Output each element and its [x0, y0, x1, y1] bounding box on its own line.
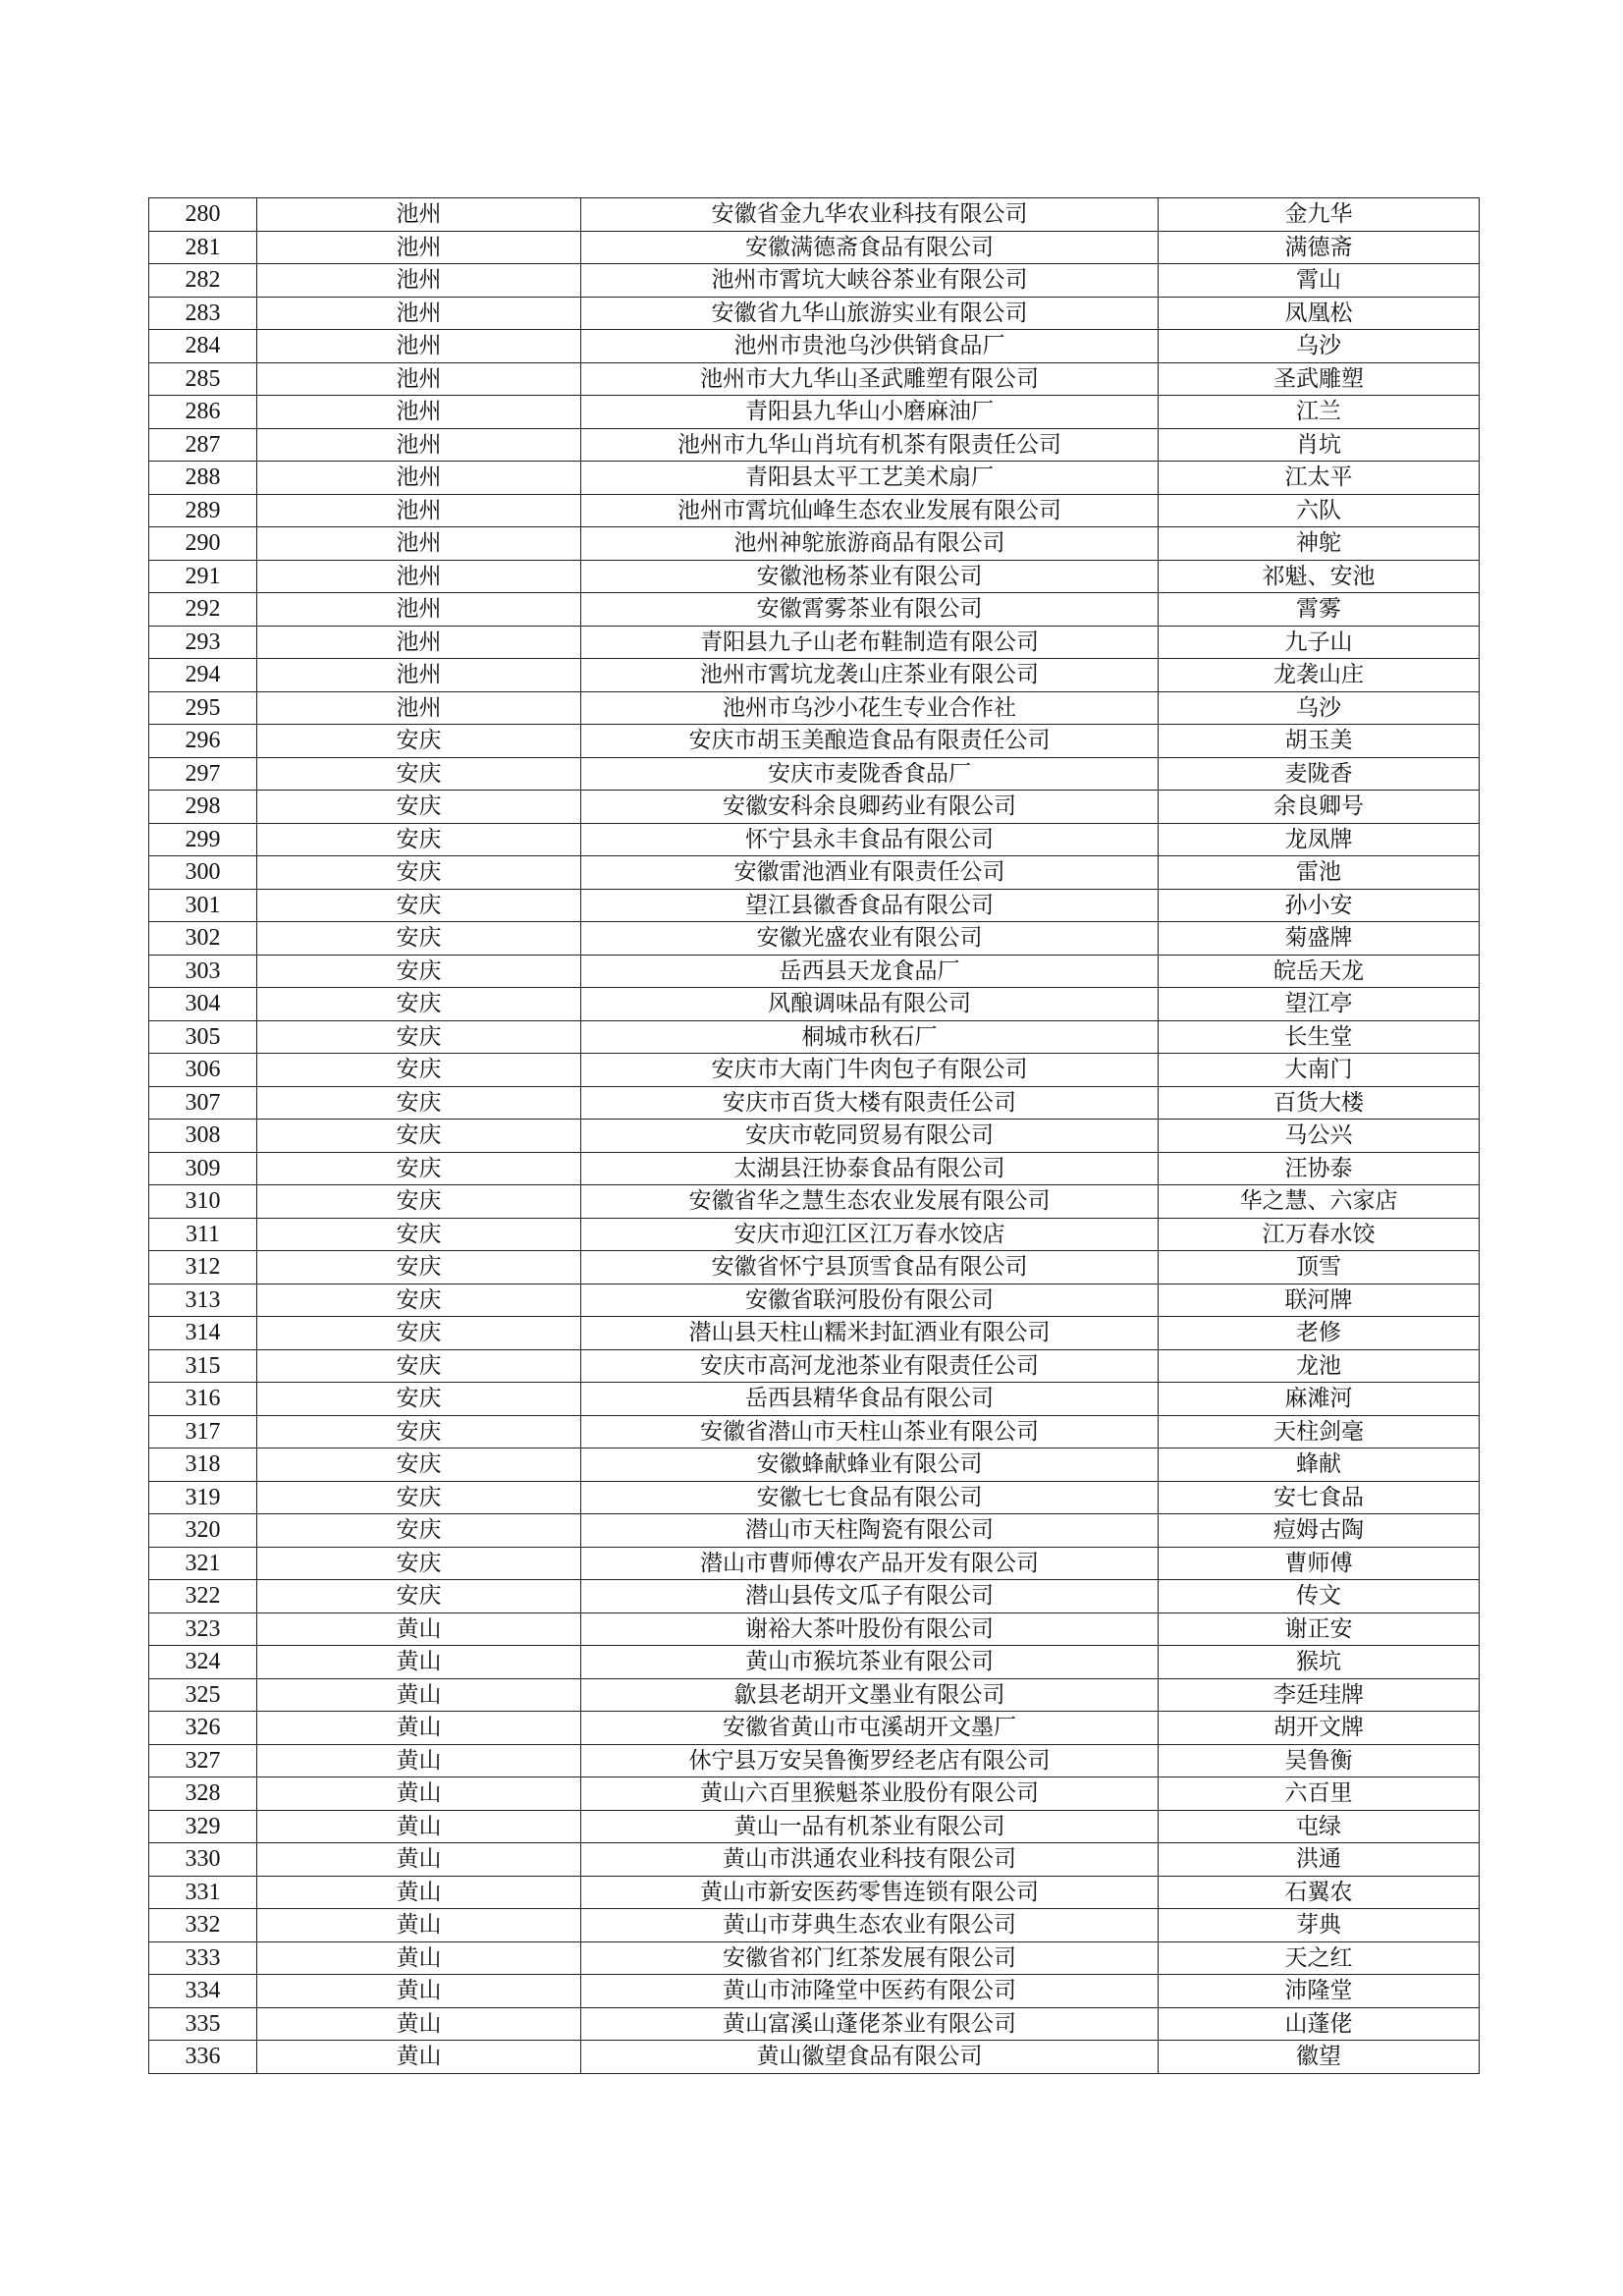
city-cell: 安庆	[257, 988, 581, 1021]
city-cell: 池州	[257, 396, 581, 429]
row-number-cell: 300	[149, 856, 257, 890]
company-name-cell: 青阳县九华山小磨麻油厂	[581, 396, 1159, 429]
company-name-cell: 黄山市洪通农业科技有限公司	[581, 1843, 1159, 1877]
brand-name-cell: 老修	[1159, 1317, 1480, 1350]
city-cell: 安庆	[257, 1218, 581, 1251]
company-name-cell: 安徽光盛农业有限公司	[581, 922, 1159, 956]
brand-name-cell: 圣武雕塑	[1159, 362, 1480, 396]
city-cell: 黄山	[257, 1876, 581, 1909]
company-name-cell: 安庆市麦陇香食品厂	[581, 757, 1159, 791]
city-cell: 安庆	[257, 1383, 581, 1416]
company-name-cell: 安庆市百货大楼有限责任公司	[581, 1086, 1159, 1120]
row-number-cell: 330	[149, 1843, 257, 1877]
row-number-cell: 331	[149, 1876, 257, 1909]
brand-name-cell: 百货大楼	[1159, 1086, 1480, 1120]
table-row	[149, 1120, 1480, 1153]
city-cell: 池州	[257, 593, 581, 627]
city-cell: 池州	[257, 330, 581, 363]
company-name-cell: 安徽蜂献蜂业有限公司	[581, 1449, 1159, 1482]
city-cell: 安庆	[257, 1185, 581, 1219]
table-row	[149, 1415, 1480, 1449]
company-name-cell: 安庆市大南门牛肉包子有限公司	[581, 1054, 1159, 1087]
table-row	[149, 1712, 1480, 1745]
table-row	[149, 856, 1480, 890]
brand-name-cell: 江兰	[1159, 396, 1480, 429]
row-number-cell: 319	[149, 1481, 257, 1514]
brand-name-cell: 安七食品	[1159, 1481, 1480, 1514]
table-row	[149, 1152, 1480, 1185]
brand-name-cell: 江太平	[1159, 462, 1480, 495]
row-number-cell: 293	[149, 626, 257, 659]
city-cell: 池州	[257, 231, 581, 264]
city-cell: 黄山	[257, 1975, 581, 2008]
brand-name-cell: 龙袭山庄	[1159, 659, 1480, 692]
city-cell: 安庆	[257, 725, 581, 758]
row-number-cell: 315	[149, 1349, 257, 1383]
brand-name-cell: 凤凰松	[1159, 297, 1480, 330]
row-number-cell: 283	[149, 297, 257, 330]
row-number-cell: 308	[149, 1120, 257, 1153]
brand-name-cell: 麻滩河	[1159, 1383, 1480, 1416]
table-row	[149, 362, 1480, 396]
row-number-cell: 298	[149, 791, 257, 824]
company-name-cell: 安徽省祁门红茶发展有限公司	[581, 1941, 1159, 1975]
brand-name-cell: 雷池	[1159, 856, 1480, 890]
table-row	[149, 593, 1480, 627]
company-name-cell: 黄山一品有机茶业有限公司	[581, 1810, 1159, 1843]
city-cell: 安庆	[257, 1449, 581, 1482]
city-cell: 黄山	[257, 1613, 581, 1646]
table-row	[149, 1941, 1480, 1975]
company-name-cell: 潜山市曹师傅农产品开发有限公司	[581, 1547, 1159, 1580]
city-cell: 池州	[257, 659, 581, 692]
row-number-cell: 299	[149, 823, 257, 856]
brand-name-cell: 菊盛牌	[1159, 922, 1480, 956]
brand-name-cell: 江万春水饺	[1159, 1218, 1480, 1251]
brand-registry-table	[148, 197, 1480, 2074]
city-cell: 安庆	[257, 1514, 581, 1548]
table-row	[149, 396, 1480, 429]
row-number-cell: 327	[149, 1744, 257, 1777]
city-cell: 池州	[257, 264, 581, 298]
table-row	[149, 1843, 1480, 1877]
company-name-cell: 黄山市猴坑茶业有限公司	[581, 1646, 1159, 1679]
brand-name-cell: 曹师傅	[1159, 1547, 1480, 1580]
city-cell: 黄山	[257, 1810, 581, 1843]
city-cell: 安庆	[257, 1481, 581, 1514]
table-row	[149, 198, 1480, 232]
row-number-cell: 317	[149, 1415, 257, 1449]
company-name-cell: 安徽省潜山市天柱山茶业有限公司	[581, 1415, 1159, 1449]
table-row	[149, 626, 1480, 659]
table-row	[149, 988, 1480, 1021]
city-cell: 黄山	[257, 1678, 581, 1712]
brand-name-cell: 吴鲁衡	[1159, 1744, 1480, 1777]
row-number-cell: 318	[149, 1449, 257, 1482]
row-number-cell: 290	[149, 527, 257, 561]
table-row	[149, 231, 1480, 264]
company-name-cell: 岳西县精华食品有限公司	[581, 1383, 1159, 1416]
table-row	[149, 2007, 1480, 2041]
city-cell: 黄山	[257, 1646, 581, 1679]
city-cell: 池州	[257, 626, 581, 659]
company-name-cell: 黄山富溪山蓬佬茶业有限公司	[581, 2007, 1159, 2041]
row-number-cell: 314	[149, 1317, 257, 1350]
city-cell: 安庆	[257, 1251, 581, 1285]
company-name-cell: 谢裕大茶叶股份有限公司	[581, 1613, 1159, 1646]
table-row	[149, 823, 1480, 856]
city-cell: 安庆	[257, 889, 581, 922]
table-body	[149, 198, 1480, 2074]
brand-name-cell: 李廷珪牌	[1159, 1678, 1480, 1712]
brand-name-cell: 祁魁、安池	[1159, 560, 1480, 593]
company-name-cell: 安徽池杨茶业有限公司	[581, 560, 1159, 593]
table-row	[149, 1218, 1480, 1251]
table-row	[149, 1580, 1480, 1613]
table-row	[149, 297, 1480, 330]
city-cell: 安庆	[257, 955, 581, 988]
row-number-cell: 289	[149, 494, 257, 527]
row-number-cell: 307	[149, 1086, 257, 1120]
city-cell: 池州	[257, 362, 581, 396]
city-cell: 池州	[257, 527, 581, 561]
brand-name-cell: 山蓬佬	[1159, 2007, 1480, 2041]
company-name-cell: 安徽七七食品有限公司	[581, 1481, 1159, 1514]
company-name-cell: 安徽省华之慧生态农业发展有限公司	[581, 1185, 1159, 1219]
table-row	[149, 1251, 1480, 1285]
company-name-cell: 池州市霄坑龙袭山庄茶业有限公司	[581, 659, 1159, 692]
table-row	[149, 1020, 1480, 1054]
row-number-cell: 309	[149, 1152, 257, 1185]
city-cell: 安庆	[257, 1284, 581, 1317]
city-cell: 黄山	[257, 2007, 581, 2041]
city-cell: 池州	[257, 560, 581, 593]
city-cell: 安庆	[257, 1580, 581, 1613]
table-row	[149, 1909, 1480, 1942]
table-row	[149, 1317, 1480, 1350]
row-number-cell: 284	[149, 330, 257, 363]
brand-name-cell: 顶雪	[1159, 1251, 1480, 1285]
table-row	[149, 1054, 1480, 1087]
city-cell: 黄山	[257, 1843, 581, 1877]
brand-name-cell: 金九华	[1159, 198, 1480, 232]
company-name-cell: 太湖县汪协泰食品有限公司	[581, 1152, 1159, 1185]
row-number-cell: 336	[149, 2041, 257, 2074]
brand-name-cell: 汪协泰	[1159, 1152, 1480, 1185]
city-cell: 安庆	[257, 1415, 581, 1449]
city-cell: 池州	[257, 462, 581, 495]
table-row	[149, 1613, 1480, 1646]
row-number-cell: 306	[149, 1054, 257, 1087]
brand-name-cell: 霄山	[1159, 264, 1480, 298]
brand-name-cell: 龙池	[1159, 1349, 1480, 1383]
city-cell: 安庆	[257, 1152, 581, 1185]
company-name-cell: 池州市九华山肖坑有机茶有限责任公司	[581, 428, 1159, 462]
brand-name-cell: 谢正安	[1159, 1613, 1480, 1646]
brand-name-cell: 胡开文牌	[1159, 1712, 1480, 1745]
row-number-cell: 312	[149, 1251, 257, 1285]
table-row	[149, 1876, 1480, 1909]
row-number-cell: 294	[149, 659, 257, 692]
brand-name-cell: 胡玉美	[1159, 725, 1480, 758]
row-number-cell: 303	[149, 955, 257, 988]
city-cell: 安庆	[257, 1317, 581, 1350]
brand-name-cell: 天之红	[1159, 1941, 1480, 1975]
city-cell: 安庆	[257, 757, 581, 791]
table-row	[149, 889, 1480, 922]
row-number-cell: 310	[149, 1185, 257, 1219]
company-name-cell: 青阳县太平工艺美术扇厂	[581, 462, 1159, 495]
row-number-cell: 296	[149, 725, 257, 758]
city-cell: 黄山	[257, 1909, 581, 1942]
table-row	[149, 264, 1480, 298]
brand-name-cell: 肖坑	[1159, 428, 1480, 462]
brand-name-cell: 神鸵	[1159, 527, 1480, 561]
company-name-cell: 安徽省联河股份有限公司	[581, 1284, 1159, 1317]
row-number-cell: 333	[149, 1941, 257, 1975]
company-name-cell: 岳西县天龙食品厂	[581, 955, 1159, 988]
brand-name-cell: 痘姆古陶	[1159, 1514, 1480, 1548]
row-number-cell: 292	[149, 593, 257, 627]
company-name-cell: 安庆市胡玉美酿造食品有限责任公司	[581, 725, 1159, 758]
city-cell: 安庆	[257, 922, 581, 956]
table-row	[149, 330, 1480, 363]
row-number-cell: 316	[149, 1383, 257, 1416]
table-row	[149, 659, 1480, 692]
company-name-cell: 池州市乌沙小花生专业合作社	[581, 691, 1159, 725]
company-name-cell: 风酿调味品有限公司	[581, 988, 1159, 1021]
company-name-cell: 怀宁县永丰食品有限公司	[581, 823, 1159, 856]
row-number-cell: 282	[149, 264, 257, 298]
brand-name-cell: 麦陇香	[1159, 757, 1480, 791]
table-row	[149, 1777, 1480, 1811]
company-name-cell: 池州市霄坑仙峰生态农业发展有限公司	[581, 494, 1159, 527]
company-name-cell: 黄山徽望食品有限公司	[581, 2041, 1159, 2074]
city-cell: 池州	[257, 297, 581, 330]
table-row	[149, 1284, 1480, 1317]
table-row	[149, 428, 1480, 462]
city-cell: 安庆	[257, 856, 581, 890]
row-number-cell: 311	[149, 1218, 257, 1251]
table-row	[149, 1349, 1480, 1383]
table-row	[149, 1547, 1480, 1580]
brand-name-cell: 洪通	[1159, 1843, 1480, 1877]
city-cell: 黄山	[257, 1941, 581, 1975]
row-number-cell: 334	[149, 1975, 257, 2008]
table-row	[149, 527, 1480, 561]
company-name-cell: 望江县徽香食品有限公司	[581, 889, 1159, 922]
table-row	[149, 1514, 1480, 1548]
city-cell: 安庆	[257, 1349, 581, 1383]
table-row	[149, 955, 1480, 988]
city-cell: 安庆	[257, 1120, 581, 1153]
company-name-cell: 安庆市高河龙池茶业有限责任公司	[581, 1349, 1159, 1383]
brand-name-cell: 九子山	[1159, 626, 1480, 659]
table-row	[149, 1975, 1480, 2008]
company-name-cell: 黄山市芽典生态农业有限公司	[581, 1909, 1159, 1942]
row-number-cell: 329	[149, 1810, 257, 1843]
row-number-cell: 325	[149, 1678, 257, 1712]
city-cell: 安庆	[257, 1086, 581, 1120]
brand-name-cell: 芽典	[1159, 1909, 1480, 1942]
company-name-cell: 黄山市新安医药零售连锁有限公司	[581, 1876, 1159, 1909]
city-cell: 黄山	[257, 2041, 581, 2074]
row-number-cell: 328	[149, 1777, 257, 1811]
row-number-cell: 302	[149, 922, 257, 956]
company-name-cell: 潜山市天柱陶瓷有限公司	[581, 1514, 1159, 1548]
row-number-cell: 321	[149, 1547, 257, 1580]
row-number-cell: 287	[149, 428, 257, 462]
brand-name-cell: 华之慧、六家店	[1159, 1185, 1480, 1219]
row-number-cell: 280	[149, 198, 257, 232]
table-row	[149, 1810, 1480, 1843]
brand-name-cell: 望江亭	[1159, 988, 1480, 1021]
company-name-cell: 池州市大九华山圣武雕塑有限公司	[581, 362, 1159, 396]
row-number-cell: 335	[149, 2007, 257, 2041]
table-row	[149, 725, 1480, 758]
city-cell: 安庆	[257, 823, 581, 856]
company-name-cell: 安徽省黄山市屯溪胡开文墨厂	[581, 1712, 1159, 1745]
brand-name-cell: 徽望	[1159, 2041, 1480, 2074]
city-cell: 池州	[257, 691, 581, 725]
company-name-cell: 歙县老胡开文墨业有限公司	[581, 1678, 1159, 1712]
city-cell: 池州	[257, 428, 581, 462]
table-row	[149, 1678, 1480, 1712]
brand-name-cell: 石翼农	[1159, 1876, 1480, 1909]
row-number-cell: 285	[149, 362, 257, 396]
company-name-cell: 桐城市秋石厂	[581, 1020, 1159, 1054]
city-cell: 黄山	[257, 1712, 581, 1745]
company-name-cell: 安徽省金九华农业科技有限公司	[581, 198, 1159, 232]
table-row	[149, 1744, 1480, 1777]
row-number-cell: 295	[149, 691, 257, 725]
table-row	[149, 494, 1480, 527]
table-row	[149, 560, 1480, 593]
table-row	[149, 1646, 1480, 1679]
company-name-cell: 安徽霄雾茶业有限公司	[581, 593, 1159, 627]
company-name-cell: 池州市贵池乌沙供销食品厂	[581, 330, 1159, 363]
brand-name-cell: 长生堂	[1159, 1020, 1480, 1054]
table-row	[149, 2041, 1480, 2074]
table-row	[149, 1449, 1480, 1482]
brand-name-cell: 皖岳天龙	[1159, 955, 1480, 988]
table-row	[149, 1185, 1480, 1219]
company-name-cell: 安庆市迎江区江万春水饺店	[581, 1218, 1159, 1251]
row-number-cell: 326	[149, 1712, 257, 1745]
company-name-cell: 青阳县九子山老布鞋制造有限公司	[581, 626, 1159, 659]
company-name-cell: 池州市霄坑大峡谷茶业有限公司	[581, 264, 1159, 298]
company-name-cell: 安徽安科余良卿药业有限公司	[581, 791, 1159, 824]
brand-name-cell: 乌沙	[1159, 691, 1480, 725]
brand-name-cell: 天柱剑毫	[1159, 1415, 1480, 1449]
company-name-cell: 休宁县万安吴鲁衡罗经老店有限公司	[581, 1744, 1159, 1777]
table-row	[149, 922, 1480, 956]
brand-name-cell: 联河牌	[1159, 1284, 1480, 1317]
row-number-cell: 304	[149, 988, 257, 1021]
company-name-cell: 安徽省九华山旅游实业有限公司	[581, 297, 1159, 330]
row-number-cell: 291	[149, 560, 257, 593]
city-cell: 黄山	[257, 1744, 581, 1777]
row-number-cell: 313	[149, 1284, 257, 1317]
brand-name-cell: 孙小安	[1159, 889, 1480, 922]
company-name-cell: 安徽省怀宁县顶雪食品有限公司	[581, 1251, 1159, 1285]
company-name-cell: 潜山县天柱山糯米封缸酒业有限公司	[581, 1317, 1159, 1350]
table-row	[149, 462, 1480, 495]
brand-name-cell: 霄雾	[1159, 593, 1480, 627]
brand-name-cell: 六队	[1159, 494, 1480, 527]
brand-name-cell: 六百里	[1159, 1777, 1480, 1811]
row-number-cell: 322	[149, 1580, 257, 1613]
row-number-cell: 297	[149, 757, 257, 791]
table-row	[149, 691, 1480, 725]
brand-name-cell: 屯绿	[1159, 1810, 1480, 1843]
city-cell: 安庆	[257, 1020, 581, 1054]
company-name-cell: 潜山县传文瓜子有限公司	[581, 1580, 1159, 1613]
brand-name-cell: 传文	[1159, 1580, 1480, 1613]
brand-name-cell: 满德斋	[1159, 231, 1480, 264]
table-row	[149, 1086, 1480, 1120]
row-number-cell: 281	[149, 231, 257, 264]
row-number-cell: 305	[149, 1020, 257, 1054]
city-cell: 池州	[257, 198, 581, 232]
table-row	[149, 1481, 1480, 1514]
company-name-cell: 安徽雷池酒业有限责任公司	[581, 856, 1159, 890]
company-name-cell: 黄山六百里猴魁茶业股份有限公司	[581, 1777, 1159, 1811]
company-name-cell: 黄山市沛隆堂中医药有限公司	[581, 1975, 1159, 2008]
table-row	[149, 1383, 1480, 1416]
row-number-cell: 332	[149, 1909, 257, 1942]
brand-name-cell: 余良卿号	[1159, 791, 1480, 824]
brand-name-cell: 大南门	[1159, 1054, 1480, 1087]
row-number-cell: 286	[149, 396, 257, 429]
city-cell: 安庆	[257, 1054, 581, 1087]
table-row	[149, 791, 1480, 824]
row-number-cell: 323	[149, 1613, 257, 1646]
row-number-cell: 324	[149, 1646, 257, 1679]
company-name-cell: 池州神鸵旅游商品有限公司	[581, 527, 1159, 561]
table-row	[149, 757, 1480, 791]
brand-name-cell: 马公兴	[1159, 1120, 1480, 1153]
brand-name-cell: 沛隆堂	[1159, 1975, 1480, 2008]
company-name-cell: 安庆市乾同贸易有限公司	[581, 1120, 1159, 1153]
brand-name-cell: 蜂献	[1159, 1449, 1480, 1482]
city-cell: 安庆	[257, 791, 581, 824]
brand-name-cell: 龙凤牌	[1159, 823, 1480, 856]
company-name-cell: 安徽满德斋食品有限公司	[581, 231, 1159, 264]
brand-name-cell: 猴坑	[1159, 1646, 1480, 1679]
city-cell: 安庆	[257, 1547, 581, 1580]
city-cell: 黄山	[257, 1777, 581, 1811]
city-cell: 池州	[257, 494, 581, 527]
brand-name-cell: 乌沙	[1159, 330, 1480, 363]
row-number-cell: 288	[149, 462, 257, 495]
row-number-cell: 320	[149, 1514, 257, 1548]
row-number-cell: 301	[149, 889, 257, 922]
